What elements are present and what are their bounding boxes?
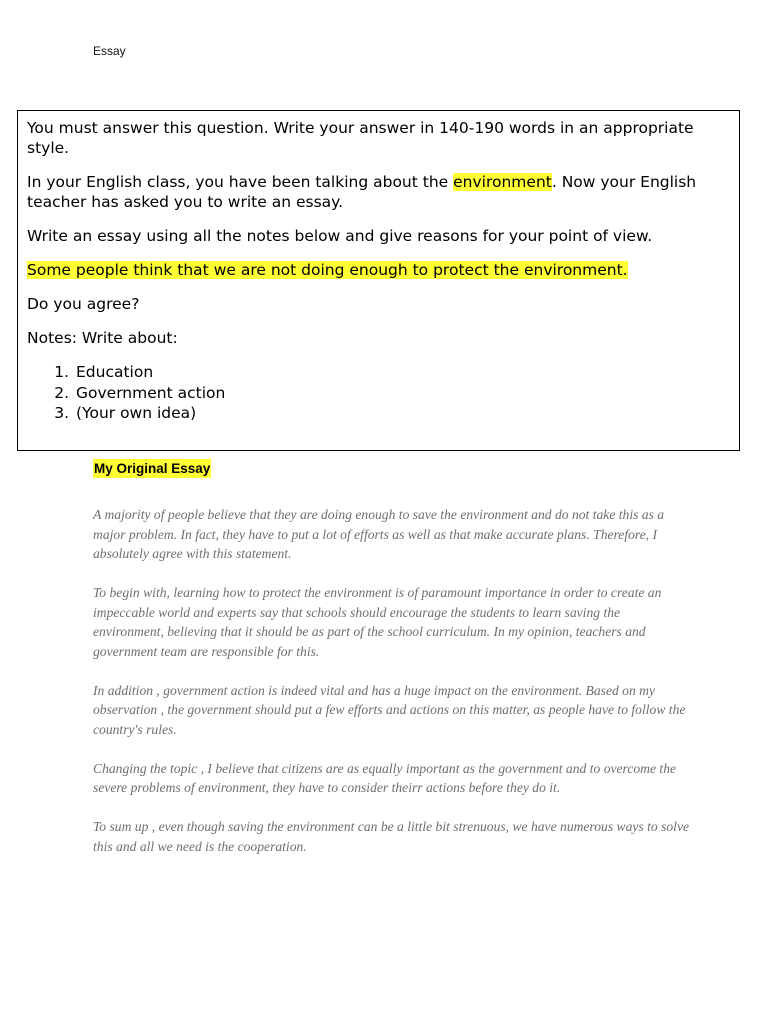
- task-instruction: You must answer this question. Write your answer in 140-190 words in an appropriate style.: [27, 119, 694, 157]
- document-header-label: Essay: [93, 44, 126, 58]
- notes-item: 3. (Your own idea): [74, 403, 730, 424]
- essay-paragraph: A majority of people believe that they are doing enough to save the environment and do not take this as a major problem. In fact, they have to put a lot of efforts as well as that make accurate plans. Therefore, I absolutely agree with this statement.: [93, 507, 665, 561]
- task-context: [27, 172, 730, 212]
- highlighted-statement: Some people think that we are not doing enough to protect the environment.: [27, 261, 628, 279]
- notes-label: Notes: Write about:: [27, 329, 178, 347]
- task-context-after: . Now your English teacher has asked you to write an essay.: [27, 173, 697, 211]
- task-question: Do you agree?: [27, 295, 140, 313]
- essay-paragraph: To begin with, learning how to protect the environment is of paramount importance in order to create an impeccable world and experts say that schools should encourage the students to learn saving the environment, believing that it should be as part of the school curriculum. In my opinion, teachers and government team are responsible for this.: [93, 585, 662, 659]
- essay-paragraph: In addition , government action is indeed vital and has a huge impact on the environment. Based on my observation , the government should put a few efforts and actions on this matter, as people have to follow the country's rules.: [93, 682, 686, 737]
- essay-heading: My Original Essay: [94, 461, 211, 476]
- task-prompt-box: [17, 110, 740, 451]
- essay-body: [93, 505, 693, 876]
- essay-paragraph: Changing the topic , I believe that citizens are as equally important as the government and to overcome the severe problems of environment, they have to consider theirr actions before they do it.: [93, 760, 677, 795]
- notes-item: 1. Education: [74, 362, 730, 383]
- task-context-before: In your English class, you have been talking about the: [27, 173, 454, 191]
- highlighted-keyword: environment: [453, 173, 552, 191]
- task-statement: [27, 260, 730, 280]
- task-directive: Write an essay using all the notes below and give reasons for your point of view.: [27, 227, 653, 245]
- essay-paragraph: To sum up , even though saving the environment can be a little bit strenuous, we have numerous ways to solve this and all we need is the cooperation.: [93, 819, 690, 854]
- notes-list: [27, 362, 730, 424]
- notes-item: 2. Government action: [74, 383, 730, 404]
